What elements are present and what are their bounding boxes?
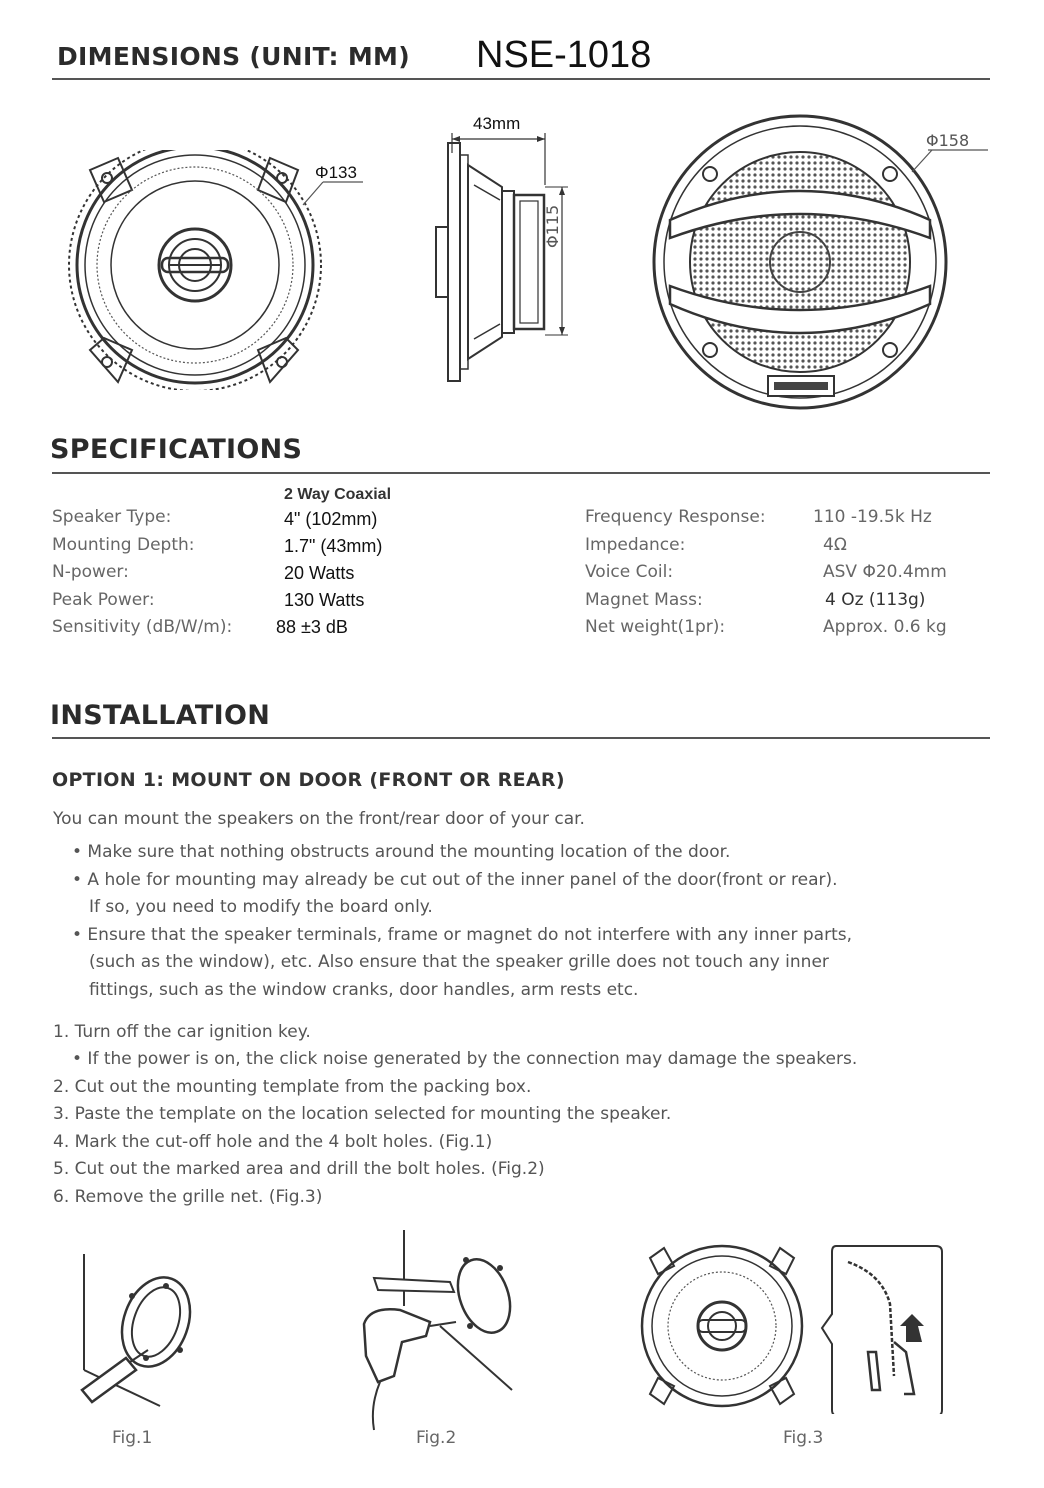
fig3-drawing (632, 1244, 946, 1414)
spec-label-n-power: N-power: (52, 562, 129, 582)
bullet-item: • A hole for mounting may already be cut out of the inner panel of the door(front or rear). (72, 870, 838, 890)
model-number: NSE-1018 (476, 34, 652, 76)
installation-rule (52, 737, 990, 739)
step-item: 4. Mark the cut-off hole and the 4 bolt holes. (Fig.1) (53, 1132, 493, 1152)
step-item: 5. Cut out the marked area and drill the bolt holes. (Fig.2) (53, 1159, 545, 1179)
fig1-drawing (70, 1250, 230, 1410)
installation-intro: You can mount the speakers on the front/rear door of your car. (53, 809, 585, 829)
spec-value-peak-power: 130 Watts (284, 590, 365, 610)
spec-value-magnet-mass: 4 Oz (113g) (825, 590, 926, 610)
step-item: 2. Cut out the mounting template from the packing box. (53, 1077, 532, 1097)
fig2-label: Fig.2 (416, 1428, 457, 1448)
step-note: • If the power is on, the click noise generated by the connection may damage the speakers. (72, 1049, 858, 1069)
header-rule (52, 78, 990, 80)
fig3-label: Fig.3 (783, 1428, 824, 1448)
fig1-label: Fig.1 (112, 1428, 153, 1448)
step-item: 3. Paste the template on the location selected for mounting the speaker. (53, 1104, 672, 1124)
spec-label-impedance: Impedance: (585, 535, 686, 555)
fig2-drawing (340, 1226, 530, 1436)
spec-label-mounting-depth: Mounting Depth: (52, 535, 195, 555)
step-item: 1. Turn off the car ignition key. (53, 1022, 311, 1042)
spec-value-frequency-response: 110 -19.5k Hz (813, 507, 932, 527)
specifications-rule (52, 472, 990, 474)
spec-label-voice-coil: Voice Coil: (585, 562, 674, 582)
bullet-item: • Make sure that nothing obstructs around the mounting location of the door. (72, 842, 731, 862)
bullet-item: If so, you need to modify the board only. (89, 897, 433, 917)
installation-title: INSTALLATION (50, 700, 271, 731)
grille-diameter-label: Φ158 (926, 131, 970, 150)
spec-value-net-weight: Approx. 0.6 kg (823, 617, 947, 637)
spec-value-speaker-type: 4" (102mm) (284, 509, 378, 529)
specifications-title: SPECIFICATIONS (50, 434, 303, 465)
spec-value-n-power: 20 Watts (284, 563, 355, 583)
spec-value-sensitivity: 88 ±3 dB (276, 617, 348, 637)
spec-value-mounting-depth: 1.7" (43mm) (284, 536, 383, 556)
bullet-item: • Ensure that the speaker terminals, frame or magnet do not interfere with any inner parts, (72, 925, 853, 945)
option-title: OPTION 1: MOUNT ON DOOR (FRONT OR REAR) (52, 769, 565, 791)
spec-label-frequency-response: Frequency Response: (585, 507, 766, 527)
front-diameter-label: Φ133 (315, 163, 357, 182)
spec-value-voice-coil: ASV Φ20.4mm (823, 562, 947, 582)
spec-label-speaker-type: Speaker Type: (52, 507, 172, 527)
spec-label-magnet-mass: Magnet Mass: (585, 590, 703, 610)
grille-view-drawing (650, 112, 950, 412)
side-view-drawing (430, 125, 600, 390)
side-depth-label: 43mm (473, 114, 521, 133)
spec-value-impedance: 4Ω (823, 535, 847, 555)
step-item: 6. Remove the grille net. (Fig.3) (53, 1187, 323, 1207)
spec-label-net-weight: Net weight(1pr): (585, 617, 726, 637)
dimensions-title: DIMENSIONS (UNIT: MM) (57, 42, 410, 71)
front-view-drawing (60, 150, 330, 390)
side-diameter-label: Φ115 (543, 204, 562, 248)
spec-label-peak-power: Peak Power: (52, 590, 155, 610)
bullet-item: (such as the window), etc. Also ensure that the speaker grille does not touch any inner (89, 952, 829, 972)
speaker-type-note: 2 Way Coaxial (284, 486, 392, 503)
spec-label-sensitivity: Sensitivity (dB/W/m): (52, 617, 233, 637)
bullet-item: fittings, such as the window cranks, door handles, arm rests etc. (89, 980, 639, 1000)
